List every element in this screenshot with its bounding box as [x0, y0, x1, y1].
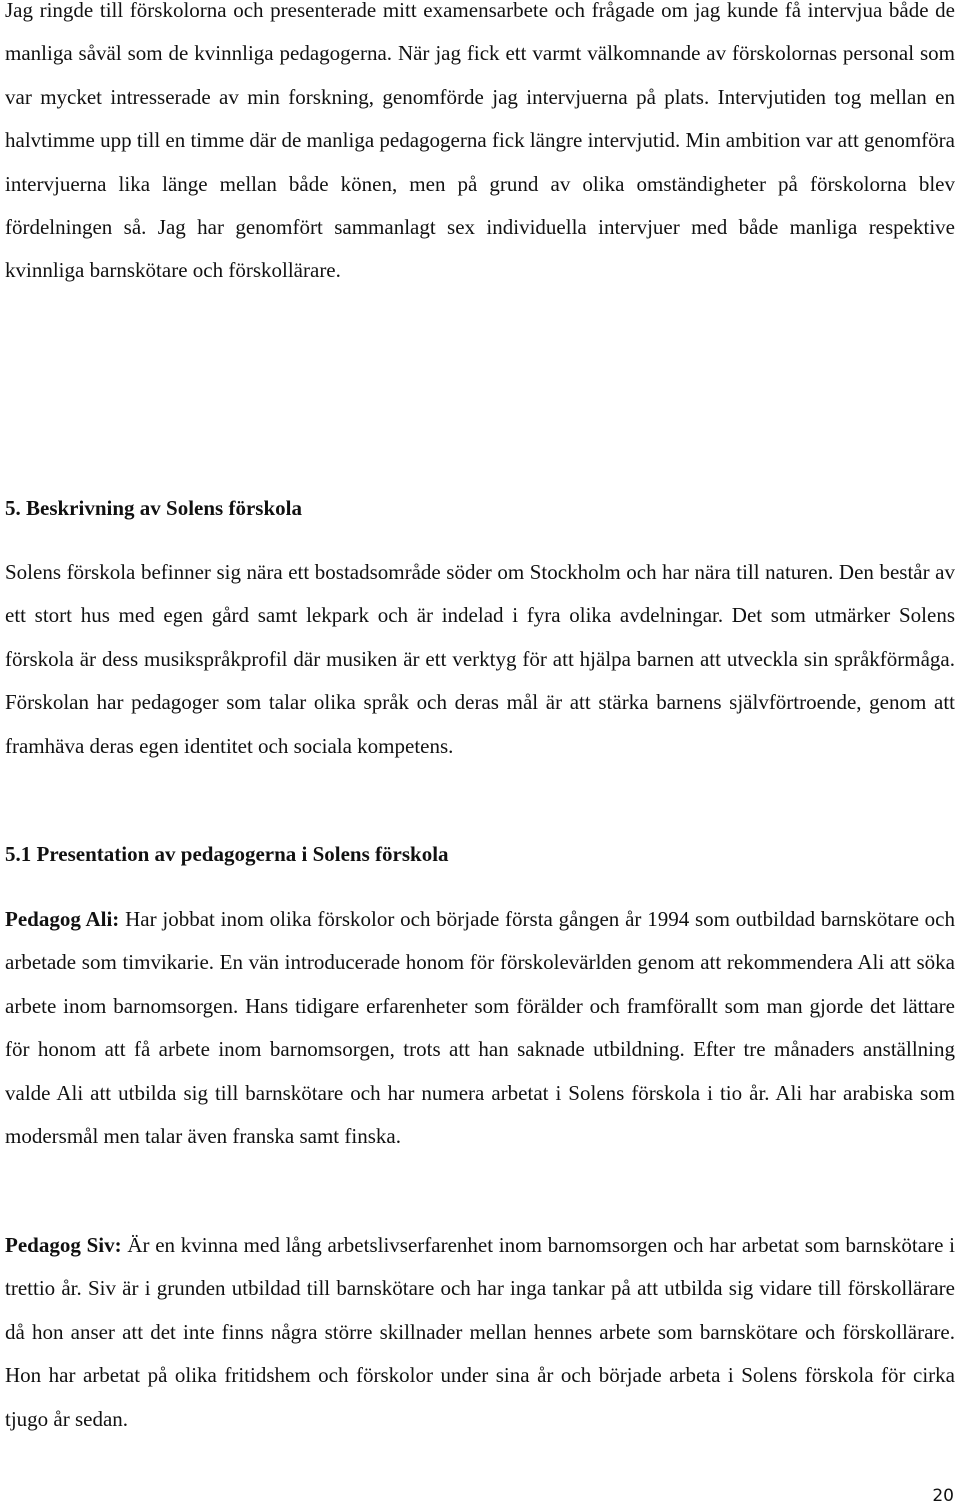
section-heading: 5. Beskrivning av Solens förskola	[5, 496, 302, 520]
subsection-heading: 5.1 Presentation av pedagogerna i Solens förskola	[5, 842, 449, 866]
pedagog-siv-text: Är en kvinna med lång arbetslivserfarenhet inom barnomsorgen och har arbetat som barnskötare i trettio år. Siv är i grunden utbildad till barnskötare och har inga tankar på att utbilda sig vidare till förskollärare då hon anser att det inte finns några större skillnader mellan hennes arbete som barnskötare och förskollärare. Hon har arbetat på olika fritidshem och förskolor under sina år och började arbeta i Solens förskola för cirka tjugo år sedan.	[5, 1233, 955, 1431]
intro-paragraph: Jag ringde till förskolorna och presenterade mitt examensarbete och frågade om jag kunde få intervjua både de manliga såväl som de kvinnliga pedagogerna. När jag fick ett varmt välkomnande av förskolornas personal som var mycket intresserade av min forskning, genomförde jag intervjuerna på plats. Intervjutiden tog mellan en halvtimme upp till en timme där de manliga pedagogerna fick längre intervjutid. Min ambition var att genomföra intervjuerna lika länge mellan både könen, men på grund av olika omständigheter på förskolorna blev fördelningen så. Jag har genomfört sammanlagt sex individuella intervjuer med både manliga respektive kvinnliga barnskötare och förskollärare.	[5, 0, 955, 283]
pedagog-siv-paragraph	[5, 1224, 955, 1441]
solens-description-paragraph: Solens förskola befinner sig nära ett bostadsområde söder om Stockholm och har nära till naturen. Den består av ett stort hus med egen gård samt lekpark och är indelad i fyra olika avdelningar. Det som utmärker Solens förskola är dess musikspråkprofil där musiken är ett verktyg för att hjälpa barnen att utveckla sin språkförmåga. Förskolan har pedagoger som talar olika språk och deras mål är att stärka barnens självförtroende, genom att framhäva deras egen identitet och sociala kompetens.	[5, 560, 955, 758]
pedagog-ali-paragraph	[5, 898, 955, 1158]
page-number: 20	[932, 1486, 954, 1506]
pedagog-ali-text: Har jobbat inom olika förskolor och började första gången år 1994 som outbildad barnskötare och arbetade som timvikarie. En vän introducerade honom för förskolevärlden genom att rekommendera Ali att söka arbete inom barnomsorgen. Hans tidigare erfarenheter som förälder och framförallt som man gjorde det lättare för honom att få arbete inom barnomsorgen, trots att han saknade utbildning. Efter tre månaders anställning valde Ali att utbilda sig till barnskötare och har numera arbetat i Solens förskola i tio år. Ali har arabiska som modersmål men talar även franska samt finska.	[5, 907, 956, 1149]
pedagog-siv-label: Pedagog Siv:	[5, 1233, 122, 1257]
pedagog-ali-label: Pedagog Ali:	[5, 907, 120, 931]
